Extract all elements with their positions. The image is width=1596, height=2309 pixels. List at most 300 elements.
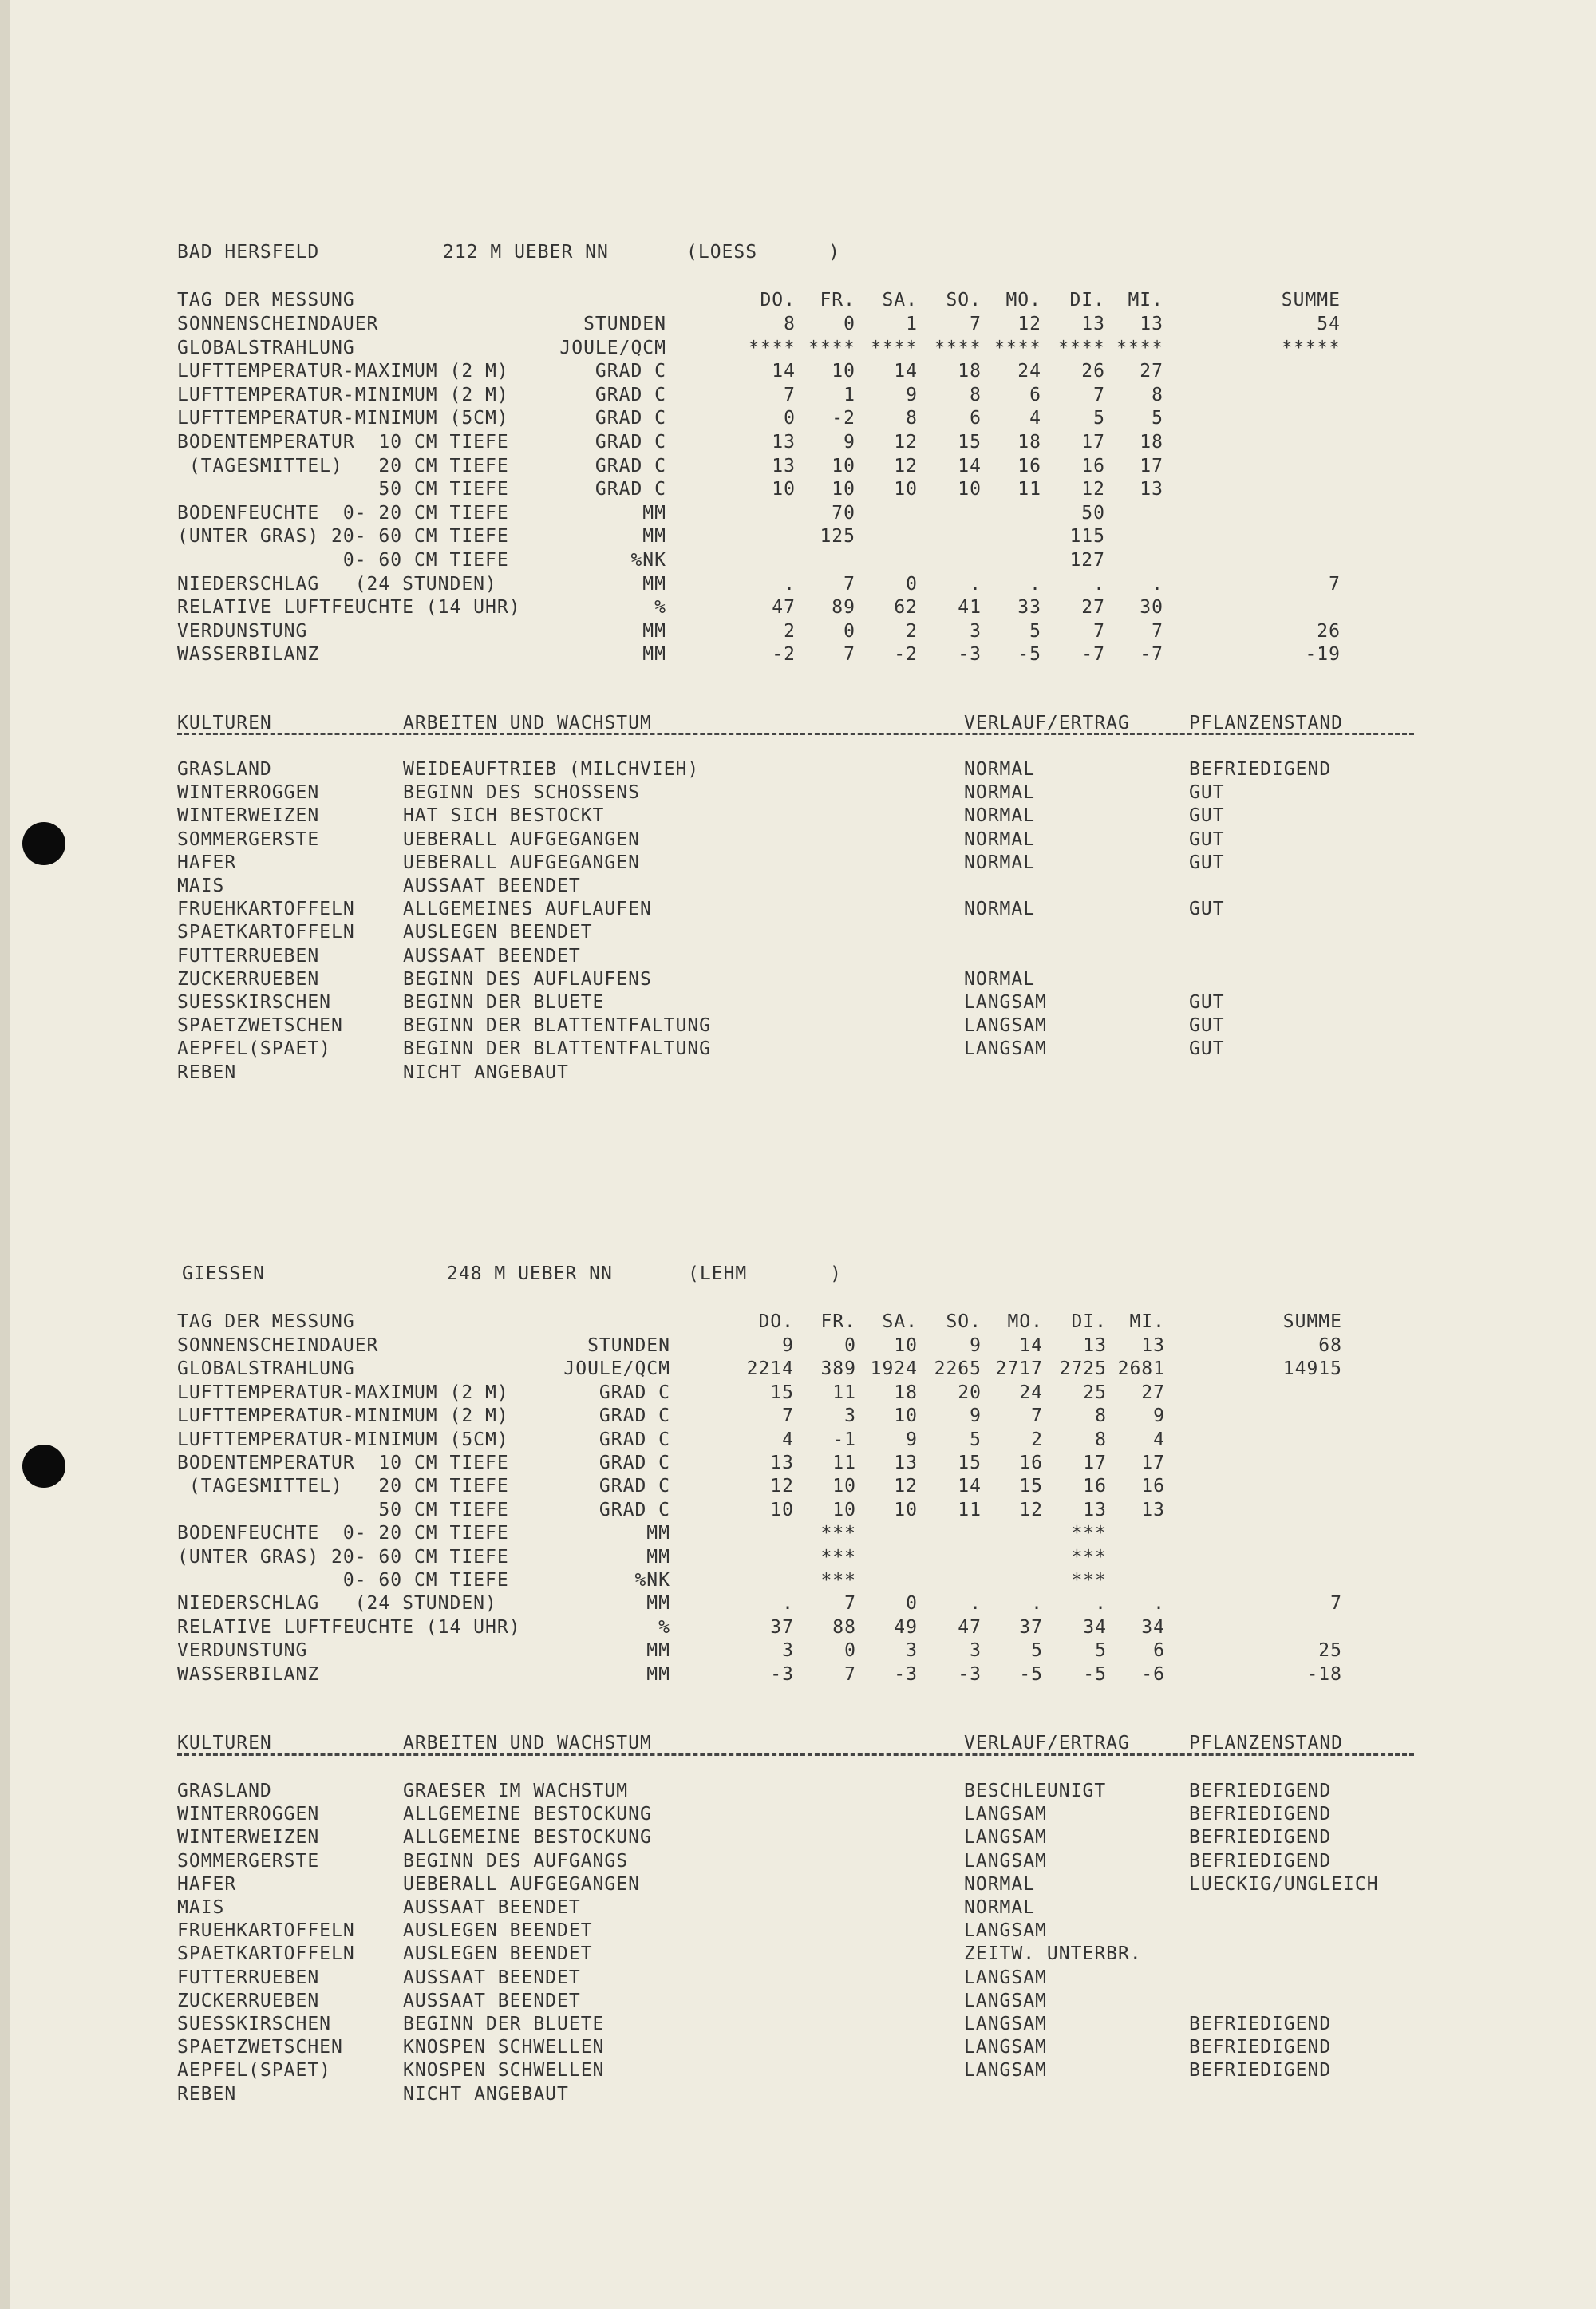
measure-value: 10 [894,1335,918,1356]
crop-course: LANGSAM [964,1851,1047,1872]
measure-value: 11 [832,1382,856,1403]
measure-label: WASSERBILANZ [177,1664,320,1685]
measure-label: NIEDERSCHLAG (24 STUNDEN) [177,1593,497,1614]
measure-value: 11 [958,1500,982,1520]
measure-value: 14 [958,1476,982,1497]
crop-name: REBEN [177,1062,237,1083]
measure-label: RELATIVE LUFTFEUCHTE (14 UHR) [177,597,521,618]
measure-label: VERDUNSTUNG [177,1640,308,1661]
crop-course: LANGSAM [964,1015,1047,1036]
measure-value: . [784,574,796,595]
measure-label: BODENFEUCHTE 0- 20 CM TIEFE [177,503,509,524]
measure-value: 10 [770,1500,794,1520]
measure-label: BODENTEMPERATUR 10 CM TIEFE [177,1453,509,1473]
measure-unit: MM [642,621,666,642]
measure-value: -5 [1083,1664,1107,1685]
measure-value: 15 [1019,1476,1043,1497]
measure-value: 7 [843,644,855,665]
measure-value: 0 [906,574,918,595]
measure-value: **** [934,338,982,358]
measure-value: 12 [894,432,918,453]
measure-value: 7 [1093,621,1105,642]
measure-value: 17 [1083,1453,1107,1473]
measure-value: 20 [958,1382,982,1403]
measure-value: 13 [770,1453,794,1473]
measure-value: *** [820,1523,856,1544]
measure-sum: 7 [1330,1593,1342,1614]
measure-value: 10 [832,1500,856,1520]
measure-value: 2 [784,621,796,642]
measure-label: NIEDERSCHLAG (24 STUNDEN) [177,574,497,595]
measure-value: . [1031,1593,1043,1614]
measure-value: 7 [782,1406,794,1426]
measure-unit: STUNDEN [583,314,666,334]
day-header: MI. [1129,1311,1165,1332]
crop-work: KNOSPEN SCHWELLEN [403,2060,605,2081]
measure-label: VERDUNSTUNG [177,621,308,642]
measure-value: 41 [958,597,982,618]
crop-work: BEGINN DER BLATTENTFALTUNG [403,1038,712,1059]
crop-name: GRASLAND [177,759,272,780]
crop-work: BEGINN DES AUFLAUFENS [403,969,652,990]
measure-value: 9 [970,1406,982,1426]
crop-work: AUSLEGEN BEENDET [403,1943,593,1964]
measure-unit: MM [646,1664,670,1685]
measure-value: 25 [1083,1382,1107,1403]
measure-label: (UNTER GRAS) 20- 60 CM TIEFE [177,526,509,547]
day-header: DO. [760,290,796,310]
measure-value: **** [1057,338,1105,358]
measure-unit: GRAD C [598,1453,670,1473]
measure-unit: MM [642,574,666,595]
crop-name: FRUEHKARTOFFELN [177,1920,355,1941]
measure-unit: %NK [634,1570,670,1591]
measure-value: *** [1071,1570,1107,1591]
measure-value: 12 [894,456,918,476]
crop-work: KNOSPEN SCHWELLEN [403,2037,605,2058]
crop-work: AUSSAAT BEENDET [403,1991,581,2011]
measure-unit: JOULE/QCM [559,338,666,358]
measure-value: . [970,1593,982,1614]
measure-sum: 25 [1318,1640,1342,1661]
measure-value: . [1029,574,1041,595]
measure-value: 16 [1141,1476,1165,1497]
crop-name: AEPFEL(SPAET) [177,1038,332,1059]
crop-name: ZUCKERRUEBEN [177,969,320,990]
measure-unit: MM [642,526,666,547]
sum-header: SUMME [1282,1311,1342,1332]
crop-stand: GUT [1189,1038,1225,1059]
crop-name: GRASLAND [177,1781,272,1801]
crop-name: SUESSKIRSCHEN [177,992,332,1013]
crops-header-crop: KULTUREN [177,713,272,733]
measure-value: 10 [894,479,918,500]
measure-unit: MM [646,1593,670,1614]
crop-name: MAIS [177,876,225,896]
measure-value: 9 [906,1429,918,1450]
measure-value: 49 [894,1617,918,1638]
measure-unit: MM [642,644,666,665]
measure-value: 2 [1031,1429,1043,1450]
crop-stand: GUT [1189,852,1225,873]
station-elevation: 248 M UEBER NN [447,1263,613,1284]
measure-label: LUFTTEMPERATUR-MINIMUM (5CM) [177,408,509,429]
measure-value: *** [1071,1547,1107,1568]
measure-value: 4 [782,1429,794,1450]
measure-value: 33 [1017,597,1041,618]
crop-name: SPAETKARTOFFELN [177,1943,355,1964]
measure-value: 2214 [746,1358,794,1379]
crop-work: AUSSAAT BEENDET [403,876,581,896]
measure-value: 7 [844,1664,856,1685]
day-header: DO. [758,1311,794,1332]
measure-label: BODENTEMPERATUR 10 CM TIEFE [177,432,509,453]
measure-label: GLOBALSTRAHLUNG [177,1358,355,1379]
crop-stand: GUT [1189,805,1225,826]
crop-name: REBEN [177,2084,237,2105]
crop-name: WINTERWEIZEN [177,805,320,826]
measure-value: 47 [772,597,796,618]
measure-value: 12 [1019,1500,1043,1520]
crop-name: SOMMERGERSTE [177,829,320,850]
crop-stand: BEFRIEDIGEND [1189,1851,1332,1872]
crop-course: LANGSAM [964,2060,1047,2081]
crop-stand: BEFRIEDIGEND [1189,1781,1332,1801]
crop-work: NICHT ANGEBAUT [403,1062,569,1083]
crops-header-stand: PFLANZENSTAND [1189,713,1344,733]
measure-value: 16 [1081,456,1105,476]
measure-value: 3 [906,1640,918,1661]
measure-unit: MM [646,1547,670,1568]
measure-value: 9 [1153,1406,1165,1426]
measure-unit: GRAD C [595,479,666,500]
measure-value: 16 [1017,456,1041,476]
measure-unit: GRAD C [598,1476,670,1497]
measure-unit: MM [646,1640,670,1661]
measure-label: WASSERBILANZ [177,644,320,665]
measure-value: 7 [1031,1406,1043,1426]
measure-unit: GRAD C [598,1406,670,1426]
measure-label: LUFTTEMPERATUR-MINIMUM (5CM) [177,1429,509,1450]
measure-value: 17 [1081,432,1105,453]
crop-course: LANGSAM [964,1827,1047,1848]
crop-work: GRAESER IM WACHSTUM [403,1781,629,1801]
day-header-label: TAG DER MESSUNG [177,290,355,310]
measure-value: 8 [784,314,796,334]
measure-value: -2 [832,408,855,429]
day-header: MO. [1007,1311,1043,1332]
measure-unit: STUNDEN [587,1335,670,1356]
measure-value: 1924 [870,1358,918,1379]
measure-value: 9 [906,385,918,405]
measure-value: *** [820,1547,856,1568]
day-header: MI. [1128,290,1163,310]
measure-value: 13 [1083,1335,1107,1356]
measure-value: 15 [770,1382,794,1403]
measure-value: 8 [970,385,982,405]
measure-value: 10 [894,1500,918,1520]
measure-sum: 54 [1317,314,1341,334]
crop-work: AUSSAAT BEENDET [403,946,581,967]
measure-sum: 68 [1318,1335,1342,1356]
measure-unit: GRAD C [598,1500,670,1520]
station-name: GIESSEN [182,1263,265,1284]
crop-name: WINTERROGGEN [177,1804,320,1825]
measure-value: 0 [844,1335,856,1356]
station-elevation: 212 M UEBER NN [443,242,609,263]
measure-value: 30 [1140,597,1163,618]
measure-value: -7 [1081,644,1105,665]
measure-sum: 14915 [1282,1358,1342,1379]
measure-value: **** [1116,338,1163,358]
measure-label: LUFTTEMPERATUR-MAXIMUM (2 M) [177,1382,509,1403]
measure-sum: ***** [1281,338,1341,358]
measure-value: 5 [1093,408,1105,429]
crop-course: LANGSAM [964,1967,1047,1988]
crop-work: BEGINN DES SCHOSSENS [403,782,640,803]
page-edge [0,0,10,2309]
measure-unit: GRAD C [598,1382,670,1403]
crop-course: NORMAL [964,899,1036,919]
crop-name: WINTERWEIZEN [177,1827,320,1848]
station-name: BAD HERSFELD [177,242,320,263]
measure-value: 34 [1141,1617,1165,1638]
crops-header-crop: KULTUREN [177,1733,272,1753]
measure-value: 18 [894,1382,918,1403]
measure-value: -1 [832,1429,856,1450]
measure-unit: GRAD C [598,1429,670,1450]
measure-label: SONNENSCHEINDAUER [177,314,379,334]
measure-value: 37 [770,1617,794,1638]
crop-stand: BEFRIEDIGEND [1189,1804,1332,1825]
crop-work: AUSLEGEN BEENDET [403,922,593,943]
crop-course: BESCHLEUNIGT [964,1781,1107,1801]
crops-header-course: VERLAUF/ERTRAG [964,713,1130,733]
crops-header-stand: PFLANZENSTAND [1189,1733,1344,1753]
measure-value: 2265 [934,1358,982,1379]
measure-value: 115 [1069,526,1105,547]
crop-course: LANGSAM [964,2014,1047,2034]
measure-unit: MM [646,1523,670,1544]
crops-header-course: VERLAUF/ERTRAG [964,1733,1130,1753]
measure-value: 13 [1141,1335,1165,1356]
measure-value: 3 [970,1640,982,1661]
crop-stand: GUT [1189,899,1225,919]
crop-name: SPAETKARTOFFELN [177,922,355,943]
measure-value: 6 [1153,1640,1165,1661]
crop-name: SPAETZWETSCHEN [177,2037,343,2058]
measure-value: 13 [894,1453,918,1473]
measure-value: 7 [843,574,855,595]
day-header: SA. [882,290,918,310]
measure-value: 17 [1141,1453,1165,1473]
header-divider [177,1753,1414,1756]
day-header: MO. [1005,290,1041,310]
crop-name: AEPFEL(SPAET) [177,2060,332,2081]
measure-value: 5 [1029,621,1041,642]
measure-value: -3 [894,1664,918,1685]
crop-name: SUESSKIRSCHEN [177,2014,332,2034]
measure-value: 14 [1019,1335,1043,1356]
crop-course: NORMAL [964,1874,1036,1895]
measure-value: 70 [832,503,855,524]
crop-course: NORMAL [964,1897,1036,1918]
measure-unit: % [658,1617,670,1638]
measure-label: 50 CM TIEFE [177,1500,509,1520]
crop-work: BEGINN DER BLUETE [403,992,605,1013]
crop-work: ALLGEMEINE BESTOCKUNG [403,1827,652,1848]
measure-label: (TAGESMITTEL) 20 CM TIEFE [177,1476,509,1497]
crop-course: LANGSAM [964,1804,1047,1825]
crop-work: AUSLEGEN BEENDET [403,1920,593,1941]
measure-unit: GRAD C [595,456,666,476]
measure-value: 13 [1083,1500,1107,1520]
measure-value: 1 [843,385,855,405]
crop-work: BEGINN DER BLUETE [403,2014,605,2034]
crop-work: BEGINN DES AUFGANGS [403,1851,629,1872]
crop-name: HAFER [177,1874,237,1895]
measure-value: 3 [970,621,982,642]
measure-value: 7 [844,1593,856,1614]
measure-value: 12 [894,1476,918,1497]
crop-name: FRUEHKARTOFFELN [177,899,355,919]
crop-work: WEIDEAUFTRIEB (MILCHVIEH) [403,759,700,780]
crop-name: SOMMERGERSTE [177,1851,320,1872]
measure-value: 16 [1019,1453,1043,1473]
crops-header-work: ARBEITEN UND WACHSTUM [403,713,652,733]
measure-value: . [1152,574,1163,595]
measure-label: RELATIVE LUFTFEUCHTE (14 UHR) [177,1617,521,1638]
measure-unit: GRAD C [595,432,666,453]
measure-value: 2 [906,621,918,642]
measure-unit: JOULE/QCM [563,1358,670,1379]
measure-value: -3 [770,1664,794,1685]
crop-course: LANGSAM [964,1920,1047,1941]
crop-work: UEBERALL AUFGEGANGEN [403,1874,640,1895]
measure-value: 15 [958,1453,982,1473]
crops-header-work: ARBEITEN UND WACHSTUM [403,1733,652,1753]
measure-label: 0- 60 CM TIEFE [177,1570,509,1591]
crop-stand: BEFRIEDIGEND [1189,1827,1332,1848]
measure-label: LUFTTEMPERATUR-MINIMUM (2 M) [177,385,509,405]
measure-label: BODENFEUCHTE 0- 20 CM TIEFE [177,1523,509,1544]
day-header: DI. [1069,290,1105,310]
measure-value: 7 [1093,385,1105,405]
station-soil: (LOESS ) [686,242,841,263]
measure-value: 18 [958,361,982,382]
punch-hole [22,822,65,865]
measure-value: 89 [832,597,855,618]
crop-work: UEBERALL AUFGEGANGEN [403,852,640,873]
measure-value: 12 [1017,314,1041,334]
crop-course: NORMAL [964,759,1036,780]
crop-work: AUSSAAT BEENDET [403,1897,581,1918]
crop-work: AUSSAAT BEENDET [403,1967,581,1988]
measure-value: 10 [832,456,855,476]
crop-work: BEGINN DER BLATTENTFALTUNG [403,1015,712,1036]
day-header: SO. [946,290,982,310]
measure-value: 9 [843,432,855,453]
crop-work: HAT SICH BESTOCKT [403,805,605,826]
crop-course: NORMAL [964,829,1036,850]
crop-course: NORMAL [964,852,1036,873]
measure-value: 125 [820,526,855,547]
measure-value: **** [994,338,1041,358]
measure-value: 88 [832,1617,856,1638]
measure-label: 50 CM TIEFE [177,479,509,500]
measure-value: 5 [1031,1640,1043,1661]
measure-unit: GRAD C [595,361,666,382]
measure-value: . [1093,574,1105,595]
header-divider [177,733,1414,735]
measure-value: 50 [1081,503,1105,524]
measure-value: 14 [958,456,982,476]
crop-name: ZUCKERRUEBEN [177,1991,320,2011]
crop-name: HAFER [177,852,237,873]
day-header: SA. [882,1311,918,1332]
crop-name: FUTTERRUEBEN [177,946,320,967]
measure-value: 10 [894,1406,918,1426]
measure-value: 6 [970,408,982,429]
measure-label: GLOBALSTRAHLUNG [177,338,355,358]
measure-label: SONNENSCHEINDAUER [177,1335,379,1356]
day-header: FR. [820,1311,856,1332]
measure-value: . [970,574,982,595]
measure-value: -2 [894,644,918,665]
measure-value: -7 [1140,644,1163,665]
measure-sum: -18 [1306,1664,1342,1685]
crop-stand: GUT [1189,829,1225,850]
crop-stand: LUECKIG/UNGLEICH [1189,1874,1379,1895]
measure-value: 2725 [1059,1358,1107,1379]
measure-value: 62 [894,597,918,618]
measure-value: 2717 [995,1358,1043,1379]
measure-value: 9 [782,1335,794,1356]
measure-label: (UNTER GRAS) 20- 60 CM TIEFE [177,1547,509,1568]
measure-value: 7 [970,314,982,334]
measure-value: -3 [958,1664,982,1685]
measure-unit: MM [642,503,666,524]
measure-value: -5 [1019,1664,1043,1685]
crop-name: MAIS [177,1897,225,1918]
day-header: DI. [1071,1311,1107,1332]
measure-value: 3 [782,1640,794,1661]
measure-sum: -19 [1305,644,1341,665]
measure-value: . [782,1593,794,1614]
crop-name: WINTERROGGEN [177,782,320,803]
day-header-label: TAG DER MESSUNG [177,1311,355,1332]
measure-value: 3 [844,1406,856,1426]
measure-value: 13 [1140,314,1163,334]
measure-unit: GRAD C [595,385,666,405]
measure-value: 13 [772,456,796,476]
measure-value: 16 [1083,1476,1107,1497]
measure-value: 14 [772,361,796,382]
measure-value: 10 [772,479,796,500]
measure-label: LUFTTEMPERATUR-MINIMUM (2 M) [177,1406,509,1426]
measure-value: 4 [1153,1429,1165,1450]
crop-work: ALLGEMEINES AUFLAUFEN [403,899,652,919]
measure-value: 0 [784,408,796,429]
measure-value: 47 [958,1617,982,1638]
measure-value: 5 [970,1429,982,1450]
crop-work: UEBERALL AUFGEGANGEN [403,829,640,850]
measure-value: 13 [1141,1500,1165,1520]
measure-value: *** [820,1570,856,1591]
measure-value: 26 [1081,361,1105,382]
measure-value: *** [1071,1523,1107,1544]
measure-value: -3 [958,644,982,665]
